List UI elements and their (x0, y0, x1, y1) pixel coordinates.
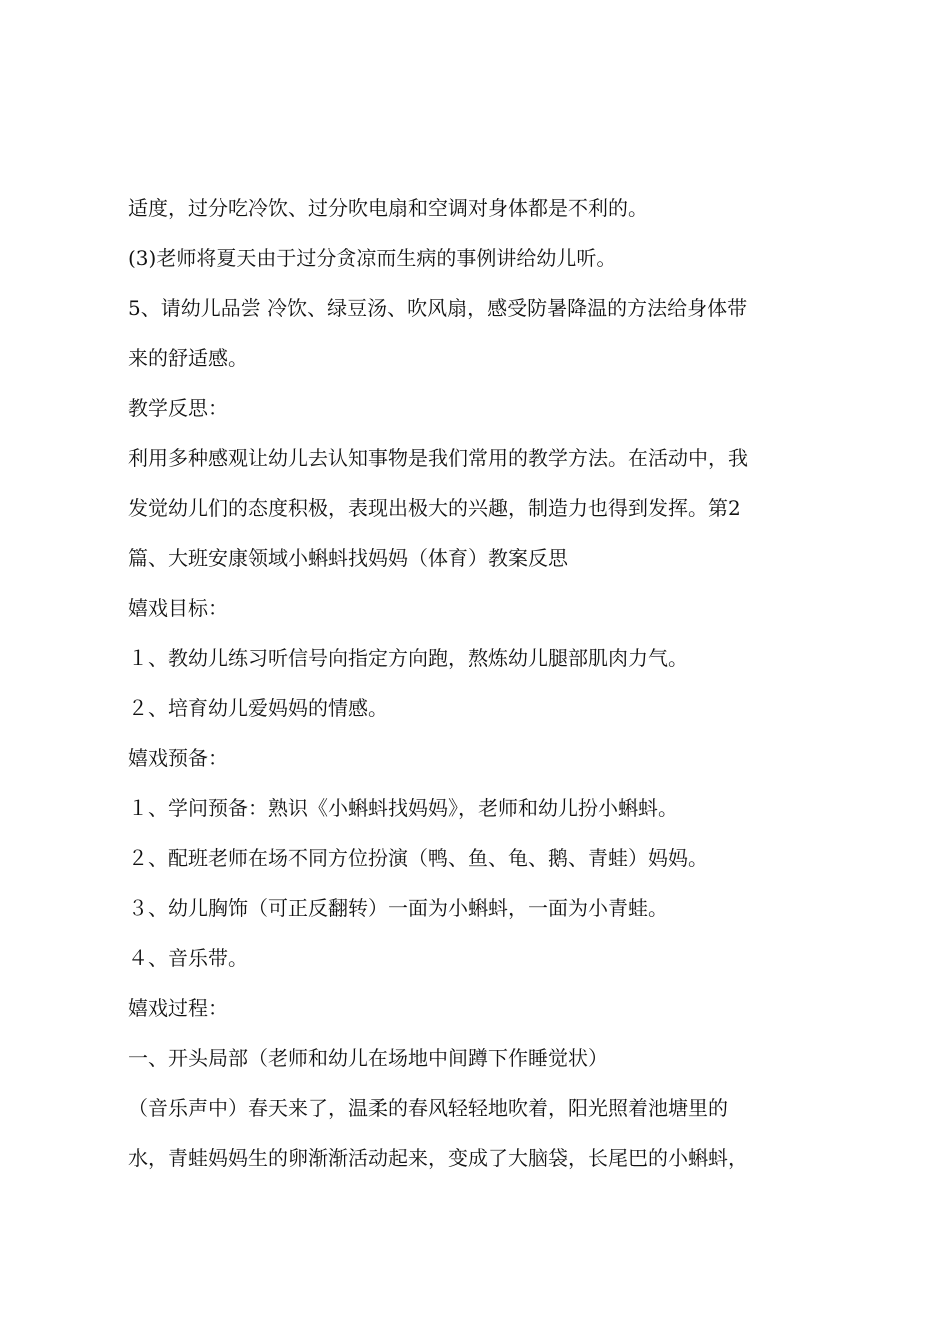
list-item: ２、配班老师在场不同方位扮演（鸭、鱼、龟、鹅、青蛙）妈妈。 (128, 846, 708, 870)
section-heading: 嬉戏目标： (128, 596, 228, 620)
list-item: ４、音乐带。 (128, 946, 248, 970)
list-item: １、学问预备：熟识《小蝌蚪找妈妈》，老师和幼儿扮小蝌蚪。 (128, 796, 678, 820)
text-line: 水，青蛙妈妈生的卵渐渐活动起来，变成了大脑袋，长尾巴的小蝌蚪， (128, 1146, 748, 1170)
text-line: (3)老师将夏天由于过分贪凉而生病的事例讲给幼儿听。 (128, 246, 617, 270)
text-line: 篇、大班安康领域小蝌蚪找妈妈（体育）教案反思 (128, 546, 568, 570)
text-line: 发觉幼儿们的态度积极，表现出极大的兴趣，制造力也得到发挥。第2 (128, 496, 741, 520)
list-item: １、教幼儿练习听信号向指定方向跑，熬炼幼儿腿部肌肉力气。 (128, 646, 688, 670)
list-item: ２、培育幼儿爱妈妈的情感。 (128, 696, 388, 720)
text-line: （音乐声中）春天来了，温柔的春风轻轻地吹着，阳光照着池塘里的 (128, 1096, 728, 1120)
section-heading: 嬉戏预备： (128, 746, 228, 770)
text-line: 一、开头局部（老师和幼儿在场地中间蹲下作睡觉状） (128, 1046, 608, 1070)
text-line: 利用多种感观让幼儿去认知事物是我们常用的教学方法。在活动中，我 (128, 446, 748, 470)
text-line: 来的舒适感。 (128, 346, 248, 370)
list-item: ３、幼儿胸饰（可正反翻转）一面为小蝌蚪，一面为小青蛙。 (128, 896, 668, 920)
section-heading: 教学反思： (128, 396, 228, 420)
section-heading: 嬉戏过程： (128, 996, 228, 1020)
text-line: 5、请幼儿品尝 冷饮、绿豆汤、吹风扇，感受防暑降温的方法给身体带 (128, 296, 748, 320)
text-line: 适度，过分吃冷饮、过分吹电扇和空调对身体都是不利的。 (128, 196, 648, 220)
